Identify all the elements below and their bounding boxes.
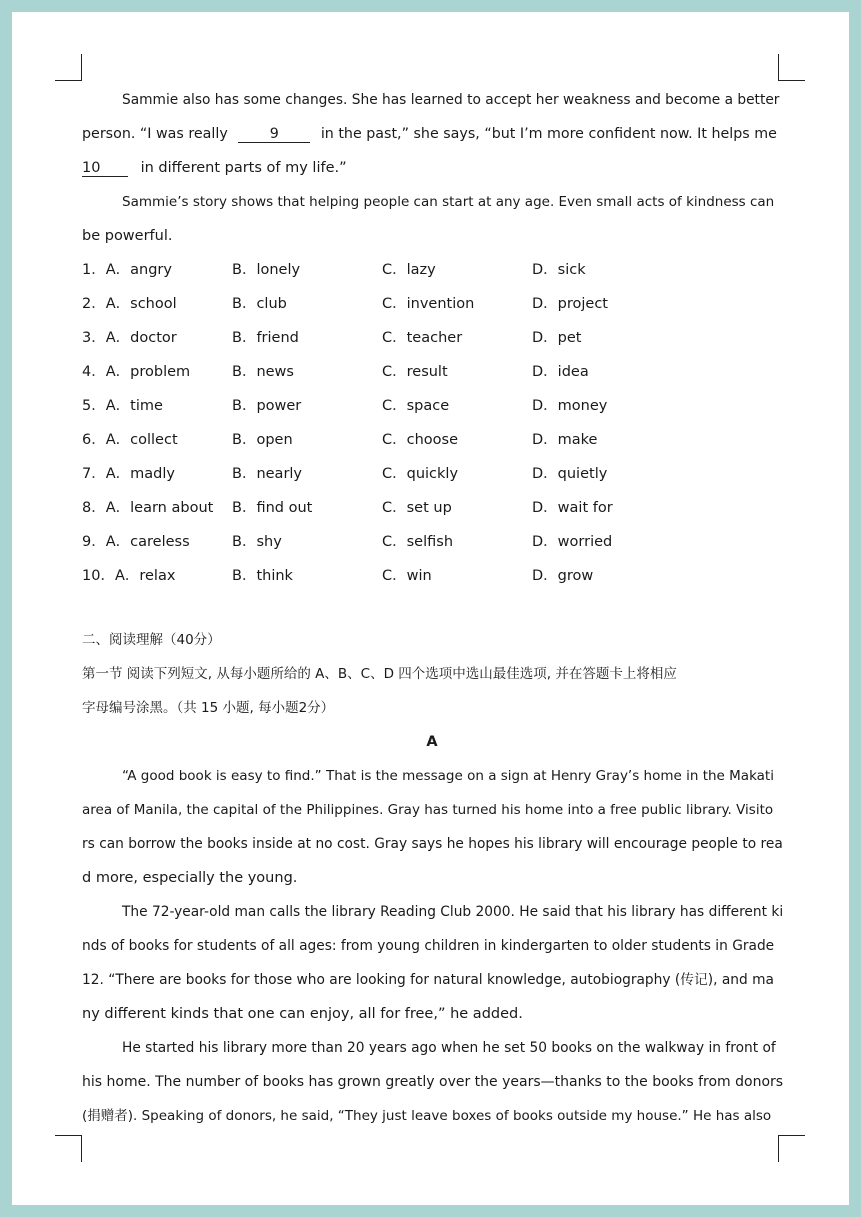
crop-mark-top-right: [778, 54, 805, 81]
option-10-a: 10．A．relax: [82, 568, 176, 584]
crop-mark-bottom-right: [778, 1135, 805, 1162]
option-5-a: 5．A．time: [82, 398, 163, 414]
document-page: [12, 12, 849, 1205]
option-8-a: 8．A．learn about: [82, 500, 214, 516]
passage-a-line: area of Manila, the capital of the Philippines. Gray has turned his home into a free public library. Visito: [82, 802, 774, 818]
option-1-b: B．lonely: [232, 262, 301, 278]
passage-a-line: nds of books for students of all ages: from young children in kindergarten to older students in Grade: [82, 938, 775, 954]
passage-line: [82, 124, 782, 144]
option-5-b: B．power: [232, 398, 302, 414]
passage-a-line: He started his library more than 20 years ago when he set 50 books on the walkway in front of: [122, 1040, 776, 1056]
option-10-c: C．win: [382, 568, 432, 584]
option-4-c: C．result: [382, 364, 448, 380]
section-instructions: 字母编号涂黑。（共 15 小题, 每小题2分）: [82, 700, 335, 716]
passage-text: in the past,” she says, “but I’m more confident now. It helps me: [320, 126, 777, 142]
passage-label: A: [426, 734, 438, 750]
passage-text: in different parts of my life.”: [140, 160, 347, 176]
option-8-b: B．find out: [232, 500, 313, 516]
option-2-a: 2．A．school: [82, 296, 177, 312]
option-4-a: 4．A．problem: [82, 364, 191, 380]
option-10-b: B．think: [232, 568, 293, 584]
passage-line: be powerful.: [82, 228, 173, 244]
option-2-b: B．club: [232, 296, 287, 312]
passage-a-line: The 72-year-old man calls the library Reading Club 2000. He said that his library has different ki: [122, 904, 784, 920]
option-9-d: D．worried: [532, 534, 613, 550]
option-8-c: C．set up: [382, 500, 452, 516]
option-9-a: 9．A．careless: [82, 534, 190, 550]
option-8-d: D．wait for: [532, 500, 613, 516]
option-2-c: C．invention: [382, 296, 475, 312]
passage-a-line: rs can borrow the books inside at no cost. Gray says he hopes his library will encourage people to rea: [82, 836, 783, 852]
option-5-c: C．space: [382, 398, 450, 414]
option-3-d: D．pet: [532, 330, 582, 346]
option-3-c: C．teacher: [382, 330, 463, 346]
option-9-b: B．shy: [232, 534, 282, 550]
option-3-a: 3．A．doctor: [82, 330, 177, 346]
option-1-d: D．sick: [532, 262, 586, 278]
passage-a-line: “A good book is easy to find.” That is the message on a sign at Henry Gray’s home in the Makati: [122, 768, 774, 784]
passage-a-line: his home. The number of books has grown greatly over the years—thanks to the books from donors: [82, 1074, 784, 1090]
passage-text: person. “I was really: [82, 126, 228, 142]
option-10-d: D．grow: [532, 568, 594, 584]
passage-line: Sammie also has some changes. She has learned to accept her weakness and become a better: [122, 92, 780, 108]
option-6-b: B．open: [232, 432, 293, 448]
option-2-d: D．project: [532, 296, 608, 312]
passage-line: [82, 158, 782, 178]
option-4-d: D．idea: [532, 364, 589, 380]
crop-mark-bottom-left: [55, 1135, 82, 1162]
blank-9: 9: [238, 126, 310, 143]
option-5-d: D．money: [532, 398, 608, 414]
option-9-c: C．selfish: [382, 534, 454, 550]
section-instructions: 第一节 阅读下列短文, 从每小题所给的 A、B、C、D 四个选项中选山最佳选项, 并在答题卡上将相应: [82, 666, 677, 682]
option-7-c: C．quickly: [382, 466, 459, 482]
passage-line: Sammie’s story shows that helping people can start at any age. Even small acts of kindness can: [122, 194, 775, 210]
passage-a-line: (捐赠者). Speaking of donors, he said, “They just leave boxes of books outside my house.” He has also: [82, 1108, 772, 1124]
blank-10: 10: [82, 160, 128, 177]
option-6-c: C．choose: [382, 432, 459, 448]
option-7-b: B．nearly: [232, 466, 303, 482]
section-heading: 二、阅读理解（40分）: [82, 632, 221, 648]
option-6-d: D．make: [532, 432, 598, 448]
crop-mark-top-left: [55, 54, 82, 81]
option-6-a: 6．A．collect: [82, 432, 178, 448]
passage-a-line: ny different kinds that one can enjoy, all for free,” he added.: [82, 1006, 523, 1022]
option-4-b: B．news: [232, 364, 294, 380]
passage-a-line: 12. “There are books for those who are looking for natural knowledge, autobiography (传记), and ma: [82, 972, 774, 988]
option-1-a: 1．A．angry: [82, 262, 172, 278]
option-7-d: D．quietly: [532, 466, 608, 482]
option-7-a: 7．A．madly: [82, 466, 175, 482]
passage-a-line: d more, especially the young.: [82, 870, 298, 886]
option-1-c: C．lazy: [382, 262, 436, 278]
option-3-b: B．friend: [232, 330, 299, 346]
